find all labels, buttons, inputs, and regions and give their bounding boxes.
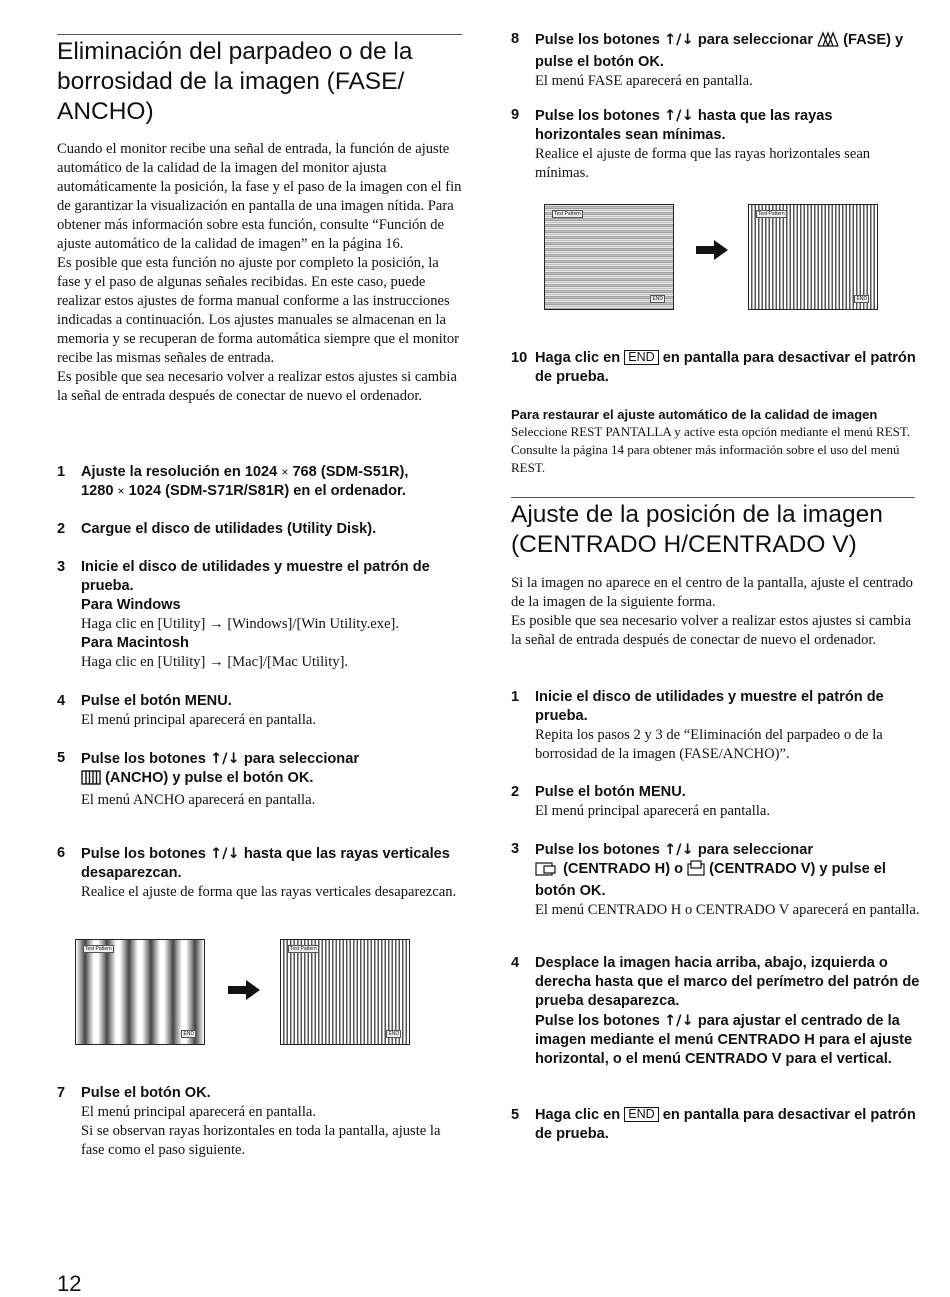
centrado-intro <box>511 574 915 650</box>
step-1-text-d: 1024 (SDM-S71R/S81R) en el ordenador. <box>128 483 406 499</box>
step-number: 3 <box>511 841 520 857</box>
note-body: Seleccione REST PANTALLA y active esta opción mediante el menú REST. Consulte la página 14 para obtener más información sobre el uso del menú REST. <box>511 424 911 475</box>
right-arrow-icon: → <box>209 654 224 670</box>
step-4-desc: El menú principal aparecerá en pantalla. <box>81 712 316 728</box>
end-button: END <box>183 1031 194 1037</box>
times-sign: × <box>117 484 125 498</box>
centrado-step-2-text: Pulse el botón MENU. <box>535 784 686 800</box>
note-heading: Para restaurar el ajuste automático de la calidad de imagen <box>511 407 878 422</box>
step-4-text: Pulse el botón MENU. <box>81 693 232 709</box>
centrado-step-5-text-b: en pantalla para desactivar el patrón de prueba. <box>535 1107 916 1142</box>
top-rule-right <box>511 497 915 498</box>
step-1-text-b: 768 (SDM-S51R), <box>292 464 409 480</box>
test-pattern-phase-after <box>748 204 878 310</box>
intro-text-2: Es posible que esta función no ajuste por completo la posición, la fase y el paso de algunas señales recibidas. En este caso, puede realizar estos ajustes de forma manual conforme a las instrucciones indicadas a continuación. Los ajustes manuales se almacenan en la memoria y se recuperan de forma automática siempre que el monitor recibe las mismas señales de entrada. <box>57 255 459 366</box>
step-7-text: Pulse el botón OK. <box>81 1085 211 1101</box>
right-arrow-icon: → <box>209 616 224 632</box>
centrado-step-2-desc: El menú principal aparecerá en pantalla. <box>535 803 770 819</box>
intro-paragraph <box>57 140 462 406</box>
section-title-centrado: Ajuste de la posición de la imagen (CENTRADO H/CENTRADO V) <box>511 501 883 558</box>
step-number: 1 <box>57 464 66 480</box>
page-number: 12 <box>57 1271 82 1296</box>
test-pattern-vertical-before <box>75 939 205 1045</box>
end-button: END <box>652 296 663 302</box>
step-number: 3 <box>57 559 66 575</box>
step-5-text-a: Pulse los botones <box>81 751 206 767</box>
times-sign: × <box>281 465 289 479</box>
step-8-text-b: para seleccionar <box>697 32 814 48</box>
centrado-intro-text-2: Es posible que sea necesario volver a realizar estos ajustes si cambia la señal de entrada después de conectar de nuevo el ordenador. <box>511 613 911 648</box>
test-pattern-vertical-after <box>280 939 410 1045</box>
step-10-text-a: Haga clic en <box>535 350 621 366</box>
step-7-desc-1: El menú principal aparecerá en pantalla. <box>81 1104 316 1120</box>
step-6-text-a: Pulse los botones <box>81 846 206 862</box>
step-5-desc: El menú ANCHO aparecerá en pantalla. <box>81 792 316 808</box>
step-9-desc: Realice el ajuste de forma que las rayas horizontales sean mínimas. <box>535 146 871 181</box>
step-number: 7 <box>57 1085 66 1101</box>
step-8-text-c: (FASE) y pulse el botón OK. <box>535 32 904 70</box>
step-9-text-b: hasta que las rayas horizontales sean mínimas. <box>535 108 833 143</box>
step-7-desc-2: Si se observan rayas horizontales en toda la pantalla, ajuste la fase como el paso siguiente. <box>81 1123 441 1158</box>
test-pattern-phase-before <box>544 204 674 310</box>
end-button-label: END <box>624 1107 658 1122</box>
up-down-arrows-icon: ↑/↓ <box>209 845 240 862</box>
step-1-text-a: Ajuste la resolución en 1024 <box>81 464 278 480</box>
test-pattern-label: Test Pattern <box>554 211 581 217</box>
step-6-desc: Realice el ajuste de forma que las rayas verticales desaparezcan. <box>81 884 457 900</box>
step-number: 10 <box>511 350 528 366</box>
up-down-arrows-icon: ↑/↓ <box>663 1012 694 1029</box>
centrado-step-3-text-c: (CENTRADO H) o <box>563 861 684 877</box>
right-arrow-icon <box>228 980 260 1000</box>
step-2-text: Cargue el disco de utilidades (Utility Disk). <box>81 521 377 537</box>
mac-instruction-b: [Mac]/[Mac Utility]. <box>227 654 349 670</box>
centrado-step-3-text-a: Pulse los botones <box>535 842 660 858</box>
step-number: 5 <box>511 1107 520 1123</box>
step-number: 8 <box>511 31 520 47</box>
test-pattern-label: Test Pattern <box>85 946 112 952</box>
step-6-text-b: hasta que las rayas verticales desaparezcan. <box>81 846 450 881</box>
step-number: 5 <box>57 750 66 766</box>
pitch-icon <box>81 770 101 791</box>
up-down-arrows-icon: ↑/↓ <box>663 31 694 48</box>
end-button-label: END <box>624 350 658 365</box>
step-10-text-b: en pantalla para desactivar el patrón de prueba. <box>535 350 916 385</box>
top-rule-left <box>57 34 462 35</box>
test-pattern-label: Test Pattern <box>758 211 785 217</box>
step-number: 9 <box>511 107 520 123</box>
step-number: 6 <box>57 845 66 861</box>
windows-heading: Para Windows <box>81 597 181 613</box>
centrado-step-5-text-a: Haga clic en <box>535 1107 621 1123</box>
phase-icon <box>817 31 839 53</box>
right-arrow-icon <box>696 240 728 260</box>
centrado-step-4-text-c: para ajustar el centrado de la imagen mediante el menú CENTRADO H para el ajuste horizontal, o el menú CENTRADO V para el vertical. <box>535 1013 913 1067</box>
step-8-text-a: Pulse los botones <box>535 32 660 48</box>
step-number: 2 <box>511 784 520 800</box>
centrado-step-4-text-b: Pulse los botones <box>535 1013 660 1029</box>
centrado-step-1-desc: Repita los pasos 2 y 3 de “Eliminación del parpadeo o de la borrosidad de la imagen (FASE/ANCHO)”. <box>535 727 883 762</box>
step-5-text-b: para seleccionar <box>243 751 360 767</box>
up-down-arrows-icon: ↑/↓ <box>663 107 694 124</box>
step-9-text-a: Pulse los botones <box>535 108 660 124</box>
centrado-step-3-text-b: para seleccionar <box>697 842 814 858</box>
mac-instruction-a: Haga clic en [Utility] <box>81 654 206 670</box>
end-button: END <box>388 1031 399 1037</box>
step-1-text-c: 1280 <box>81 483 114 499</box>
step-8-desc: El menú FASE aparecerá en pantalla. <box>535 73 753 89</box>
step-3-text: Inicie el disco de utilidades y muestre el patrón de prueba. <box>81 559 430 594</box>
windows-instruction-a: Haga clic en [Utility] <box>81 616 206 632</box>
note-restore-auto <box>511 406 916 477</box>
intro-text-3: Es posible que sea necesario volver a realizar estos ajustes si cambia la señal de entrada después de conectar de nuevo el ordenador. <box>57 369 457 404</box>
centrado-step-4-text-a: Desplace la imagen hacia arriba, abajo, izquierda o derecha hasta que el marco del perímetro del patrón de prueba desaparezca. <box>535 955 920 1009</box>
v-center-icon <box>687 860 705 882</box>
intro-text-1: Cuando el monitor recibe una señal de entrada, la función de ajuste automático de la calidad de la imagen del monitor ajusta automáticamente la posición, la fase y el paso de la imagen con el fin de garantizar la visualización en pantalla de una imagen nítida. Para obtener más información sobre esta función, consulte “Función de ajuste automático de la calidad de imagen” en la página 16. <box>57 141 462 252</box>
centrado-step-3-desc: El menú CENTRADO H o CENTRADO V aparecerá en pantalla. <box>535 902 920 918</box>
step-number: 4 <box>57 693 66 709</box>
up-down-arrows-icon: ↑/↓ <box>209 750 240 767</box>
step-number: 1 <box>511 689 520 705</box>
macintosh-heading: Para Macintosh <box>81 635 189 651</box>
centrado-step-1-text: Inicie el disco de utilidades y muestre el patrón de prueba. <box>535 689 884 724</box>
section-title-fase-ancho: Eliminación del parpadeo o de la borrosidad de la imagen (FASE/ ANCHO) <box>57 38 413 125</box>
centrado-intro-text-1: Si la imagen no aparece en el centro de la pantalla, ajuste el centrado de la imagen de la siguiente forma. <box>511 575 913 610</box>
step-number: 4 <box>511 955 520 971</box>
windows-instruction-b: [Windows]/[Win Utility.exe]. <box>227 616 400 632</box>
step-5-text-c: (ANCHO) y pulse el botón OK. <box>105 770 314 786</box>
up-down-arrows-icon: ↑/↓ <box>663 841 694 858</box>
end-button: END <box>856 296 867 302</box>
step-number: 2 <box>57 521 66 537</box>
centrado-step-3-text-d: (CENTRADO V) y pulse el botón OK. <box>535 861 886 899</box>
test-pattern-label: Test Pattern <box>290 946 317 952</box>
h-center-icon <box>535 862 559 882</box>
